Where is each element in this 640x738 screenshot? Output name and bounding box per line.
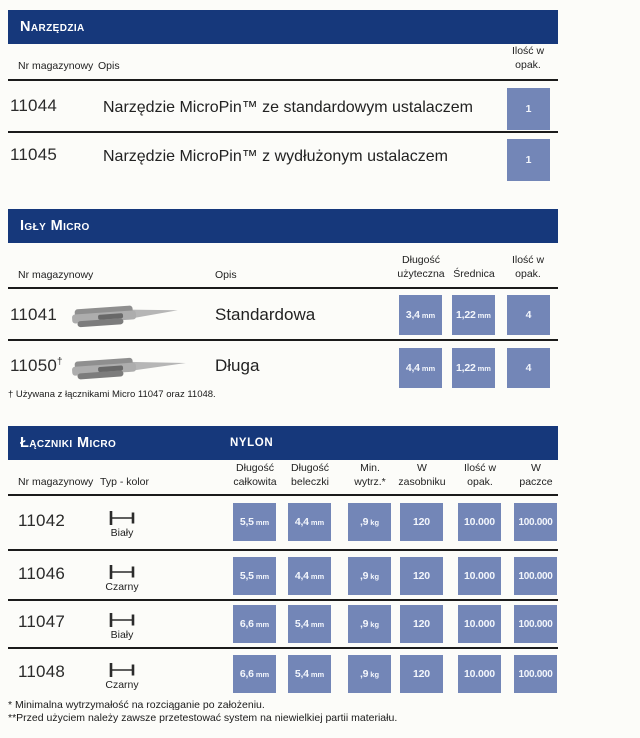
qty-box: 1: [507, 88, 550, 130]
col-header-per-magazine: W zasobniku: [398, 462, 446, 488]
per-pack-box: 10.000: [458, 605, 501, 643]
bar-length-box: 4,4 mm: [288, 503, 331, 541]
col-header-desc: Opis: [215, 269, 237, 281]
sku-cell: 11045: [10, 145, 58, 164]
desc-cell: Długa: [215, 356, 260, 375]
min-strength-box: ,9 kg: [348, 503, 391, 541]
color-label: Biały: [110, 629, 134, 641]
sku-cell: 11050†: [10, 356, 63, 375]
total-length-box: 5,5 mm: [233, 503, 276, 541]
per-magazine-box: 120: [400, 503, 443, 541]
min-strength-box: ,9 kg: [348, 655, 391, 693]
col-header-qty: Ilość w opak.: [511, 45, 545, 71]
per-magazine-box: 120: [400, 605, 443, 643]
color-label: Czarny: [105, 581, 139, 593]
sku-cell: 11044: [10, 96, 58, 115]
section-tools-title: Narzędzia: [20, 19, 85, 35]
sku-cell: 11046: [18, 564, 66, 583]
length-box: 4,4 mm: [399, 348, 442, 388]
desc-cell: Standardowa: [215, 305, 316, 324]
sku-cell: 11042: [18, 511, 66, 530]
connectors-footnote-2: **Przed użyciem należy zawsze przetestować system na niewielkiej partii materiału.: [8, 712, 398, 724]
col-header-qty: Ilość w opak.: [511, 254, 545, 280]
length-box: 3,4 mm: [399, 295, 442, 335]
col-header-min-strength: Min. wytrz.*: [354, 462, 386, 488]
divider-rule: [8, 131, 558, 133]
col-header-sku: Nr magazynowy: [18, 60, 94, 72]
desc-cell: Narzędzie MicroPin™ z wydłużonym ustalaczem: [103, 148, 448, 165]
sku-cell: 11041: [10, 305, 58, 324]
col-header-type: Typ - kolor: [100, 476, 150, 488]
material-label: NYLON: [230, 437, 274, 449]
total-length-box: 5,5 mm: [233, 557, 276, 595]
section-connectors-title: Łączniki Micro: [20, 435, 117, 451]
needle-photo: [66, 297, 184, 333]
qty-box: 4: [507, 295, 550, 335]
bar-length-box: 5,4 mm: [288, 605, 331, 643]
divider-rule: [8, 79, 558, 81]
divider-rule: [8, 549, 558, 551]
col-header-bar-length: Długość beleczki: [291, 462, 329, 488]
color-label: Biały: [110, 527, 134, 539]
section-needles-title: Igły Micro: [20, 218, 90, 234]
col-header-length: Długość użyteczna: [397, 254, 445, 280]
needle-photo: [66, 349, 190, 385]
connectors-footnote-1: * Minimalna wytrzymałość na rozciąganie po założeniu.: [8, 699, 265, 711]
dagger-mark: †: [57, 356, 63, 368]
color-label: Czarny: [105, 679, 139, 691]
sku-cell: 11048: [18, 662, 66, 681]
bar-length-box: 5,4 mm: [288, 655, 331, 693]
col-header-per-case: W paczce: [519, 462, 553, 488]
col-header-total-length: Długość całkowita: [233, 462, 277, 488]
divider-rule: [8, 494, 558, 496]
section-tools-header-bar: [8, 10, 558, 44]
per-magazine-box: 120: [400, 557, 443, 595]
diameter-box: 1,22 mm: [452, 295, 495, 335]
needles-footnote: † Używana z łącznikami Micro 11047 oraz 11048.: [8, 389, 216, 400]
per-case-box: 100.000: [514, 557, 557, 595]
col-header-sku: Nr magazynowy: [18, 476, 94, 488]
connector-icon: [108, 661, 136, 679]
divider-rule: [8, 339, 558, 341]
divider-rule: [8, 599, 558, 601]
connector-icon: [108, 611, 136, 629]
total-length-box: 6,6 mm: [233, 655, 276, 693]
per-pack-box: 10.000: [458, 655, 501, 693]
qty-box: 1: [507, 139, 550, 181]
per-case-box: 100.000: [514, 655, 557, 693]
per-pack-box: 10.000: [458, 503, 501, 541]
divider-rule: [8, 287, 558, 289]
bar-length-box: 4,4 mm: [288, 557, 331, 595]
per-case-box: 100.000: [514, 503, 557, 541]
col-header-diameter: Średnica: [453, 268, 495, 280]
min-strength-box: ,9 kg: [348, 605, 391, 643]
connector-icon: [108, 563, 136, 581]
divider-rule: [8, 647, 558, 649]
per-pack-box: 10.000: [458, 557, 501, 595]
col-header-desc: Opis: [98, 60, 120, 72]
connector-icon: [108, 509, 136, 527]
total-length-box: 6,6 mm: [233, 605, 276, 643]
section-connectors-header-bar: [8, 426, 558, 460]
col-header-sku: Nr magazynowy: [18, 269, 94, 281]
section-needles-header-bar: [8, 209, 558, 243]
min-strength-box: ,9 kg: [348, 557, 391, 595]
sku-cell: 11047: [18, 612, 66, 631]
desc-cell: Narzędzie MicroPin™ ze standardowym ustalaczem: [103, 99, 473, 116]
per-magazine-box: 120: [400, 655, 443, 693]
per-case-box: 100.000: [514, 605, 557, 643]
diameter-box: 1,22 mm: [452, 348, 495, 388]
col-header-per-pack: Ilość w opak.: [463, 462, 497, 488]
qty-box: 4: [507, 348, 550, 388]
